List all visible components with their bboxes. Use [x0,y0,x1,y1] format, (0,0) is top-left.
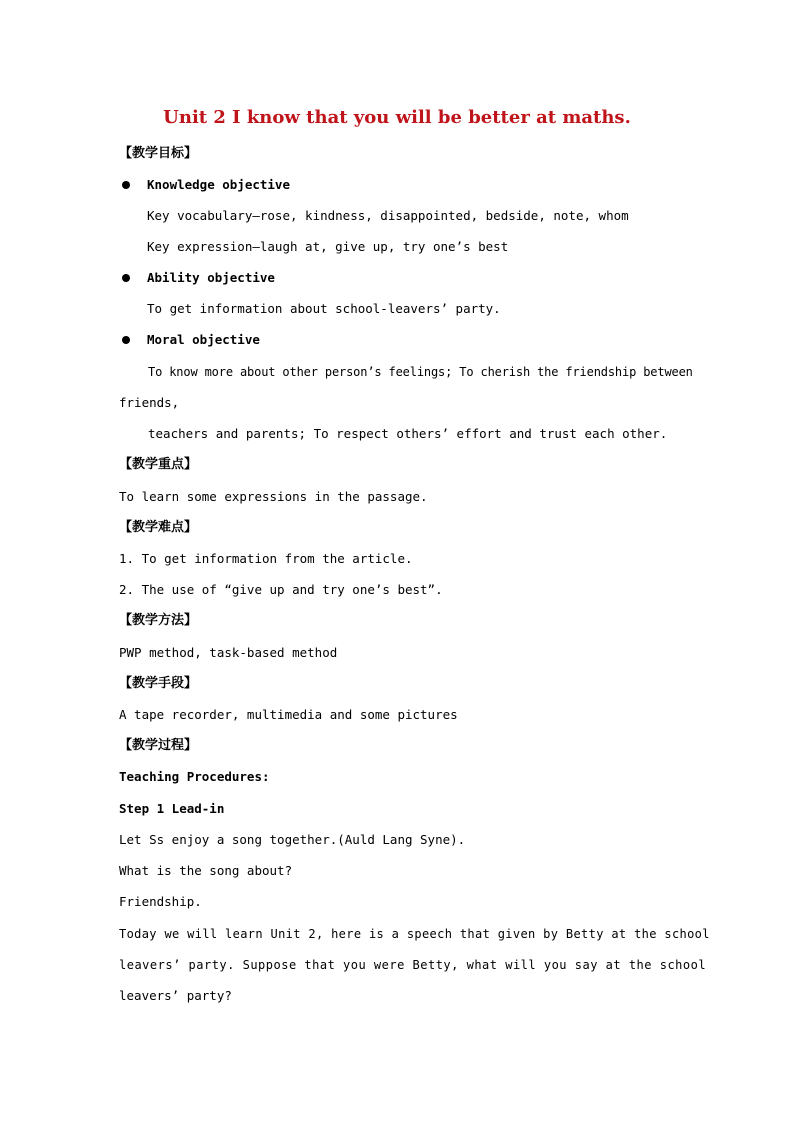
means-text: A tape recorder, multimedia and some pictures [119,707,458,722]
key-expression-line: Key expression—laugh at, give up, try one’s best [147,239,509,254]
process-heading: 【教学过程】 [119,738,198,753]
moral-objective-line-3: teachers and parents; To respect others’ effort and trust each other. [148,426,668,441]
step-1-line-5: leavers’ party. Suppose that you were Betty, what will you say at the school [119,958,707,972]
knowledge-objective-label: Knowledge objective [147,177,290,192]
difficulty-item-1: 1. To get information from the article. [119,551,413,566]
step-1-label: Step 1 Lead-in [119,801,225,816]
moral-objective-label: Moral objective [147,332,260,347]
step-1-line-3: Friendship. [119,894,202,909]
ability-objective-label: Ability objective [147,270,275,285]
bullet-icon [122,274,130,282]
difficulties-heading: 【教学难点】 [119,520,198,535]
moral-objective-line-1: To know more about other person’s feelings; To cherish the friendship between [148,365,693,379]
difficulty-item-2: 2. The use of “give up and try one’s best”. [119,582,443,597]
methods-text: PWP method, task-based method [119,645,338,660]
bullet-icon [122,181,130,189]
key-points-heading: 【教学重点】 [119,457,198,472]
objectives-heading: 【教学目标】 [119,146,198,161]
step-1-line-4: Today we will learn Unit 2, here is a speech that given by Betty at the school [119,927,710,941]
methods-heading: 【教学方法】 [119,613,198,628]
step-1-line-2: What is the song about? [119,863,293,878]
bullet-icon [122,336,130,344]
step-1-line-6: leavers’ party? [119,988,232,1003]
key-vocabulary-line: Key vocabulary—rose, kindness, disappointed, bedside, note, whom [147,208,629,223]
teaching-procedures-label: Teaching Procedures: [119,769,270,784]
step-1-line-1: Let Ss enjoy a song together.(Auld Lang Syne). [119,832,466,847]
means-heading: 【教学手段】 [119,676,198,691]
key-points-text: To learn some expressions in the passage. [119,489,428,504]
document-title: Unit 2 I know that you will be better at maths. [163,107,631,128]
ability-objective-text: To get information about school-leavers’ party. [147,301,501,316]
moral-objective-line-2: friends, [119,395,180,410]
